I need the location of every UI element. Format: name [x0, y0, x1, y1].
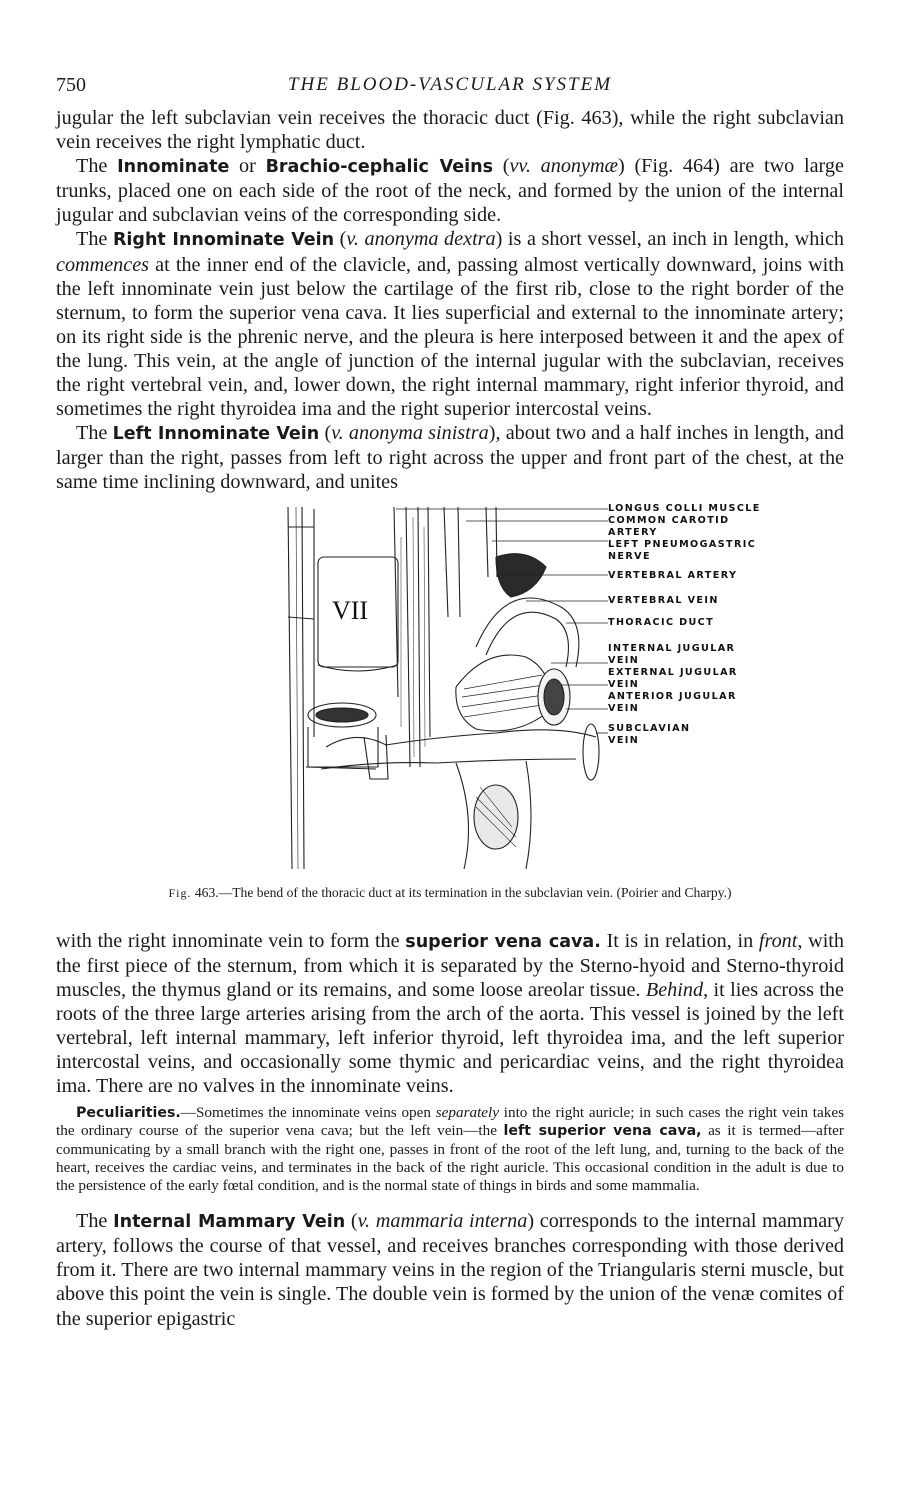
page-number: 750	[56, 74, 86, 96]
label-subclavian-vein: VEIN	[608, 734, 640, 746]
term-innominate: Innominate	[117, 157, 230, 178]
label-longus-colli: LONGUS COLLI MUSCLE	[608, 502, 761, 514]
term-brachio-cephalic: Brachio-cephalic Veins	[265, 157, 493, 178]
label-thoracic-duct: THORACIC DUCT	[608, 616, 715, 628]
page-header	[56, 70, 844, 106]
paragraph-innominate-veins: The Innominate or Brachio-cephalic Veins (vv. anonymæ) (Fig. 464) are two large trunks, placed one on each side of the root of the neck, and formed by the union of the internal jugular and subclavian veins of the corresponding side.	[56, 155, 844, 227]
paragraph-internal-mammary: The Internal Mammary Vein (v. mammaria interna) corresponds to the internal mammary artery, follows the course of that vessel, and receives branches corresponding with those derived from it. There are two internal mammary veins in the region of the Triangularis sterni muscle, but above this point the vein is single. The double vein is formed by the union of the venæ comites of the superior epigastric	[56, 1210, 844, 1330]
running-title: THE BLOOD-VASCULAR SYSTEM	[287, 74, 613, 95]
paragraph-left-innominate: The Left Innominate Vein (v. anonyma sinistra), about two and a half inches in length, and larger than the right, passes from left to right across the upper and front part of the chest, at the same time inclining downward, and unites	[56, 422, 844, 494]
figure-caption: Fig. 463.—The bend of the thoracic duct at its termination in the subclavian vein. (Poirier and Charpy.)	[168, 884, 732, 900]
label-internal-jugular-vein: VEIN	[608, 654, 640, 666]
paragraph-left-innominate-continued: with the right innominate vein to form the superior vena cava. It is in relation, in front, with the first piece of the sternum, from which it is separated by the Sterno-hyoid and Sterno-thyroid muscles, the thymus gland or its remains, and some loose areolar tissue. Behind, it lies across the roots of the three large arteries arising from the arch of the aorta. This vessel is joined by the left vertebral, left internal mammary, left inferior thyroid, left thyroidea ima, and the left superior intercostal veins, and occasionally some thymic and pericardiac veins, and the right thyroidea ima. There are no valves in the innominate veins.	[56, 929, 845, 1098]
anatomical-illustration	[56, 497, 844, 877]
label-left-pneumogastric: LEFT PNEUMOGASTRIC	[608, 538, 757, 550]
term-left-superior-vena-cava: left superior vena cava,	[503, 1123, 702, 1140]
term-superior-vena-cava: superior vena cava.	[405, 931, 601, 952]
paragraph-right-innominate: The Right Innominate Vein (v. anonyma dextra) is a short vessel, an inch in length, which commences at the inner end of the clavicle, and, passing almost vertically downward, joins with the left innominate vein just below the cartilage of the first rib, close to the right border of the sternum, to form the superior vena cava. It lies superficial and external to the innominate artery; on its right side is the phrenic nerve, and the pleura is here interposed between it and the apex of the lung. This vein, at the angle of junction of the internal jugular with the subclavian, receives the right vertebral vein, and, lower down, the right internal mammary, right inferior thyroid, and sometimes the right thyroidea ima and the right superior intercostal veins.	[56, 228, 844, 421]
paragraph-peculiarities: Peculiarities.—Sometimes the innominate veins open separately into the right auricle; in such cases the right vein takes the ordinary course of the superior vena cava; but the left vein—the left superior vena cava, as it is termed—after communicating by a small branch with the right one, passes in front of the root of the left lung, and, turning to the back of the heart, receives the cardiac veins, and terminates in the back of the right auricle. This occasional condition in the adult is due to the persistence of the early fœtal condition, and is the normal state of things in birds and some mammalia.	[56, 1104, 845, 1194]
paragraph-jugular-continuation: jugular the left subclavian vein receives the thoracic duct (Fig. 463), while the right subclavian vein receives the right lymphatic duct.	[56, 107, 844, 154]
term-right-innominate: Right Innominate Vein	[112, 230, 335, 251]
label-common-carotid: COMMON CAROTID	[608, 514, 730, 526]
label-subclavian: SUBCLAVIAN	[608, 722, 691, 734]
vertebra-label: VII	[332, 595, 369, 625]
label-nerve: NERVE	[608, 550, 651, 562]
label-vertebral-artery: VERTEBRAL ARTERY	[608, 569, 738, 581]
label-internal-jugular: INTERNAL JUGULAR	[608, 642, 736, 654]
label-anterior-jugular: ANTERIOR JUGULAR	[608, 690, 737, 702]
label-artery: ARTERY	[608, 526, 658, 538]
term-left-innominate: Left Innominate Vein	[112, 424, 320, 445]
book-page	[56, 70, 844, 1331]
figure-463	[56, 497, 844, 909]
label-external-jugular-vein: VEIN	[608, 678, 640, 690]
label-external-jugular: EXTERNAL JUGULAR	[608, 666, 738, 678]
label-vertebral-vein: VERTEBRAL VEIN	[608, 594, 719, 606]
term-peculiarities: Peculiarities.	[76, 1105, 181, 1122]
term-internal-mammary: Internal Mammary Vein	[113, 1212, 346, 1233]
label-anterior-jugular-vein: VEIN	[608, 702, 640, 714]
